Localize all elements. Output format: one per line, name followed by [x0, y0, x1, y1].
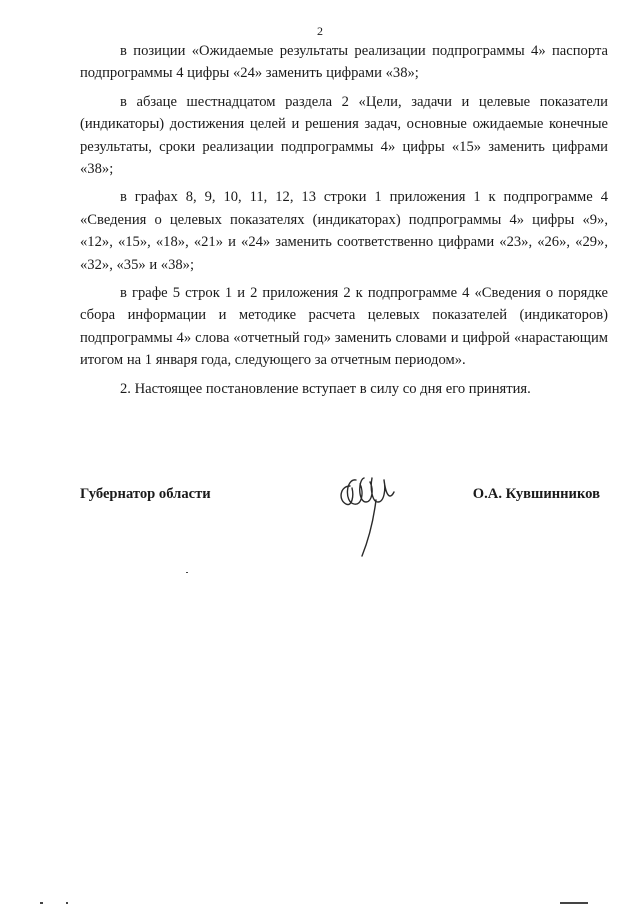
- document-body: [80, 40, 608, 406]
- handwritten-signature: [336, 466, 406, 562]
- paragraph-1: в позиции «Ожидаемые результаты реализации подпрограммы 4» паспорта подпрограммы 4 цифры «24» заменить цифрами «38»;: [80, 43, 608, 82]
- signer-title: Губернатор области: [80, 486, 211, 502]
- scan-artifact: [560, 902, 588, 904]
- scan-artifact: [40, 902, 43, 904]
- scan-artifact: [186, 572, 188, 573]
- paragraph-4: в графе 5 строк 1 и 2 приложения 2 к подпрограмме 4 «Сведения о порядке сбора информации и методике расчета целевых показателей (индикаторов) подпрограммы 4» слова «отчетный год» заменить словами и цифрой «нарастающим итогом на 1 января года, следующего за отчетным периодом».: [80, 285, 608, 369]
- paragraph-2: в абзаце шестнадцатом раздела 2 «Цели, задачи и целевые показатели (индикаторы) достижения целей и решения задач, основные ожидаемые конечные результаты, сроки реализации подпрограммы 4» цифры «15» заменить цифрами «38»;: [80, 93, 608, 178]
- scan-artifact: [66, 902, 68, 904]
- signer-name: О.А. Кувшинников: [472, 486, 600, 502]
- page-number: 2: [317, 24, 323, 38]
- signature-block: [80, 478, 600, 558]
- paragraph-3: в графах 8, 9, 10, 11, 12, 13 строки 1 приложения 1 к подпрограмме 4 «Сведения о целевых показателях (индикаторах) подпрограммы 4» цифры «9», «12», «15», «18», «21» и «24» заменить соответственно цифрами «23», «26», «29», «32», «35» и «38»;: [80, 189, 608, 273]
- paragraph-5: 2. Настоящее постановление вступает в силу со дня его принятия.: [120, 380, 531, 397]
